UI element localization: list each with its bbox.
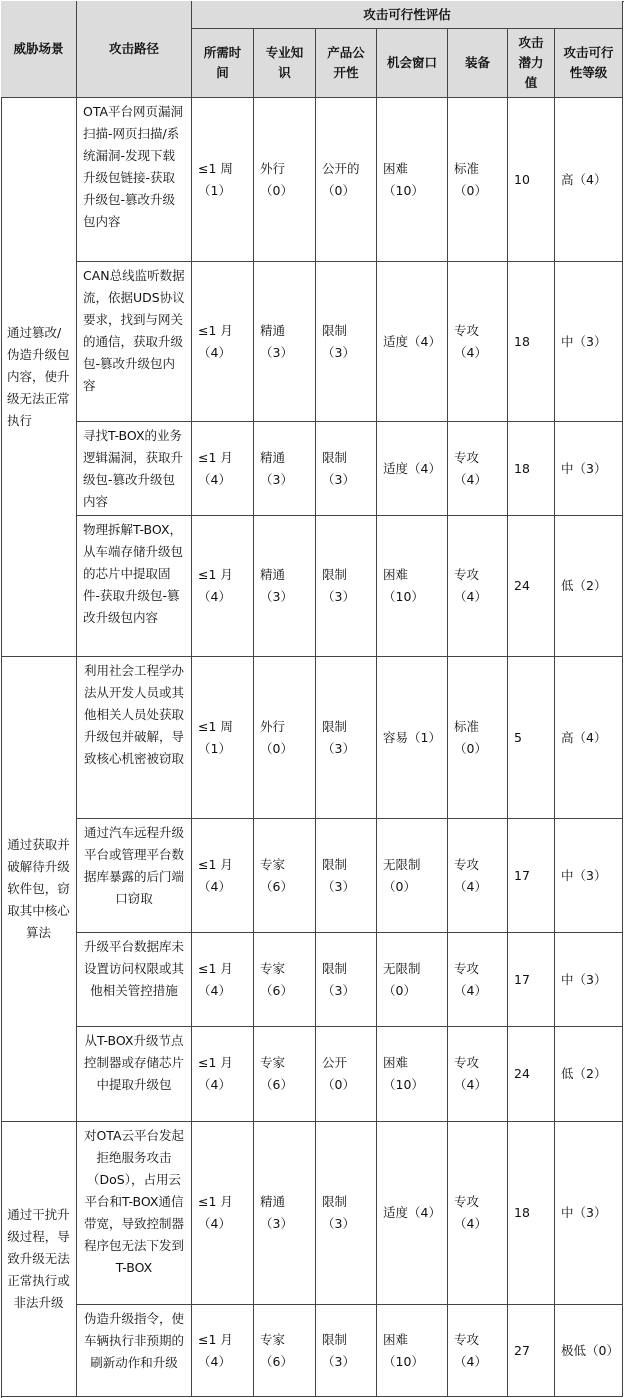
window-cell: 困难（10） [377, 516, 448, 657]
header-publicity: 产品公开性 [316, 29, 377, 98]
expertise-cell: 精通（3） [254, 422, 316, 516]
attack-path-cell: 从T-BOX升级节点控制器或存储芯片中提取升级包 [77, 1027, 192, 1122]
level-cell: 高（4） [555, 657, 623, 819]
equipment-cell: 专攻（4） [448, 819, 508, 933]
window-cell: 适度（4） [377, 262, 448, 422]
level-cell: 极低（0） [555, 1305, 623, 1397]
time-cell: ≤1 周（1） [192, 657, 254, 819]
window-cell: 容易（1） [377, 657, 448, 819]
expertise-cell: 精通（3） [254, 516, 316, 657]
level-cell: 低（2） [555, 1027, 623, 1122]
attack-path-cell: 寻找T-BOX的业务逻辑漏洞，获取升级包-篡改升级包内容 [77, 422, 192, 516]
attack-path-cell: 升级平台数据库未设置访问权限或其他相关管控措施 [77, 933, 192, 1027]
equipment-cell: 专攻（4） [448, 933, 508, 1027]
publicity-cell: 公开（0） [316, 1027, 377, 1122]
attack-path-cell: CAN总线监听数据流，依据UDS协议要求，找到与网关的通信，获取升级包-篡改升级包内容 [77, 262, 192, 422]
equipment-cell: 专攻（4） [448, 1027, 508, 1122]
window-cell: 困难（10） [377, 1027, 448, 1122]
time-cell: ≤1 周（1） [192, 98, 254, 262]
expertise-cell: 精通（3） [254, 262, 316, 422]
time-cell: ≤1 月（4） [192, 1027, 254, 1122]
header-equipment: 装备 [448, 29, 508, 98]
publicity-cell: 限制（3） [316, 1305, 377, 1397]
header-assessment-group: 攻击可行性评估 [192, 1, 623, 29]
publicity-cell: 限制（3） [316, 1122, 377, 1305]
level-cell: 中（3） [555, 1122, 623, 1305]
time-cell: ≤1 月（4） [192, 422, 254, 516]
publicity-cell: 公开的（0） [316, 98, 377, 262]
window-cell: 适度（4） [377, 1122, 448, 1305]
potential-cell: 17 [508, 819, 555, 933]
window-cell: 适度（4） [377, 422, 448, 516]
attack-path-cell: 通过汽车远程升级平台或管理平台数据库暴露的后门端口窃取 [77, 819, 192, 933]
equipment-cell: 标准（0） [448, 98, 508, 262]
equipment-cell: 专攻（4） [448, 1122, 508, 1305]
publicity-cell: 限制（3） [316, 262, 377, 422]
equipment-cell: 专攻（4） [448, 262, 508, 422]
potential-cell: 10 [508, 98, 555, 262]
time-cell: ≤1 月（4） [192, 1305, 254, 1397]
expertise-cell: 专家（6） [254, 1305, 316, 1397]
time-cell: ≤1 月（4） [192, 933, 254, 1027]
equipment-cell: 专攻（4） [448, 1305, 508, 1397]
publicity-cell: 限制（3） [316, 422, 377, 516]
attack-path-cell: OTA平台网页漏洞扫描-网页扫描/系统漏洞-发现下载升级包链接-获取升级包-篡改升级包内容 [77, 98, 192, 262]
window-cell: 无限制（0） [377, 819, 448, 933]
level-cell: 高（4） [555, 98, 623, 262]
threat-assessment-table [1, 1, 623, 1397]
threat-scene-cell: 通过获取并破解待升级软件包，窃取其中核心算法 [1, 657, 77, 1122]
expertise-cell: 专家（6） [254, 933, 316, 1027]
level-cell: 低（2） [555, 516, 623, 657]
expertise-cell: 外行（0） [254, 98, 316, 262]
level-cell: 中（3） [555, 422, 623, 516]
expertise-cell: 精通（3） [254, 1122, 316, 1305]
potential-cell: 27 [508, 1305, 555, 1397]
expertise-cell: 外行（0） [254, 657, 316, 819]
header-potential: 攻击潜力值 [508, 29, 555, 98]
potential-cell: 18 [508, 1122, 555, 1305]
potential-cell: 18 [508, 262, 555, 422]
level-cell: 中（3） [555, 262, 623, 422]
time-cell: ≤1 月（4） [192, 262, 254, 422]
potential-cell: 18 [508, 422, 555, 516]
publicity-cell: 限制（3） [316, 516, 377, 657]
equipment-cell: 专攻（4） [448, 516, 508, 657]
threat-scene-cell: 通过干扰升级过程，导致升级无法正常执行或非法升级 [1, 1122, 77, 1397]
window-cell: 困难（10） [377, 1305, 448, 1397]
window-cell: 困难（10） [377, 98, 448, 262]
attack-path-cell: 伪造升级指令，使车辆执行非预期的刷新动作和升级 [77, 1305, 192, 1397]
window-cell: 无限制（0） [377, 933, 448, 1027]
potential-cell: 24 [508, 516, 555, 657]
time-cell: ≤1 月（4） [192, 516, 254, 657]
publicity-cell: 限制（3） [316, 657, 377, 819]
header-window: 机会窗口 [377, 29, 448, 98]
header-threat-scene: 威胁场景 [1, 1, 77, 98]
expertise-cell: 专家（6） [254, 1027, 316, 1122]
attack-path-cell: 对OTA云平台发起拒绝服务攻击（DoS），占用云平台和T-BOX通信带宽，导致控制器程序包无法下发到T-BOX [77, 1122, 192, 1305]
attack-path-cell: 物理拆解T-BOX，从车端存储升级包的芯片中提取固件-获取升级包-篡改升级包内容 [77, 516, 192, 657]
threat-scene-cell: 通过篡改/伪造升级包内容，使升级无法正常执行 [1, 98, 77, 657]
equipment-cell: 标准（0） [448, 657, 508, 819]
time-cell: ≤1 月（4） [192, 1122, 254, 1305]
header-time: 所需时间 [192, 29, 254, 98]
time-cell: ≤1 月（4） [192, 819, 254, 933]
expertise-cell: 专家（6） [254, 819, 316, 933]
header-expertise: 专业知识 [254, 29, 316, 98]
potential-cell: 17 [508, 933, 555, 1027]
publicity-cell: 限制（3） [316, 819, 377, 933]
header-level: 攻击可行性等级 [555, 29, 623, 98]
equipment-cell: 专攻（4） [448, 422, 508, 516]
header-attack-path: 攻击路径 [77, 1, 192, 98]
level-cell: 中（3） [555, 819, 623, 933]
publicity-cell: 限制（3） [316, 933, 377, 1027]
level-cell: 中（3） [555, 933, 623, 1027]
attack-path-cell: 利用社会工程学办法从开发人员或其他相关人员处获取升级包并破解，导致核心机密被窃取 [77, 657, 192, 819]
potential-cell: 24 [508, 1027, 555, 1122]
potential-cell: 5 [508, 657, 555, 819]
